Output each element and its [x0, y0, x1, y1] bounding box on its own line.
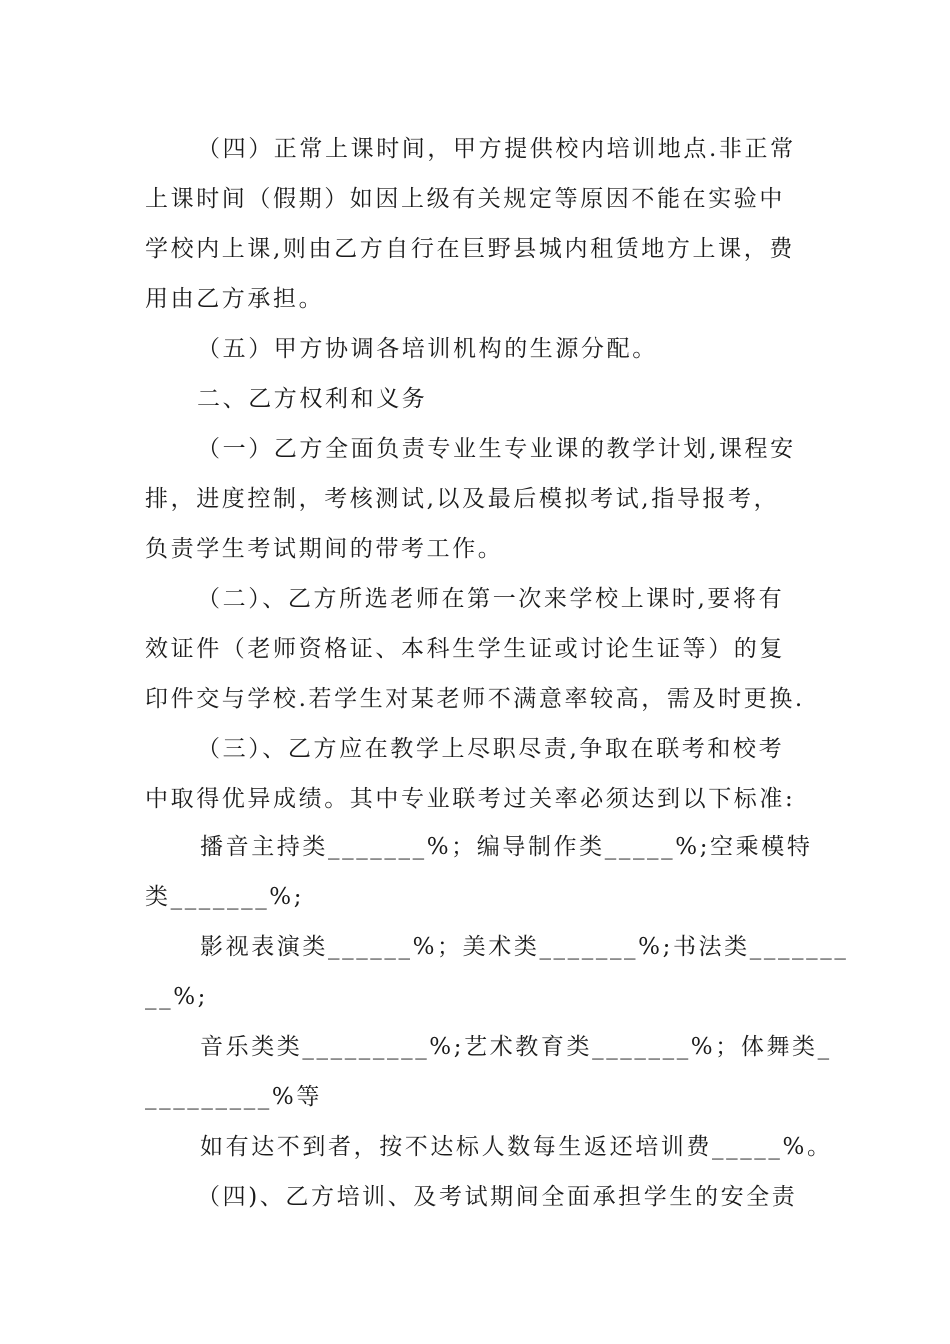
- pass-rate-line: 播音主持类_______%；编导制作类_____%;空乘模特: [200, 834, 813, 860]
- pass-rate-line: 影视表演类______%；美术类_______%;书法类_______: [200, 934, 849, 960]
- paragraph-line: 用由乙方承担。: [145, 286, 325, 312]
- paragraph-line: 排，进度控制，考核测试,以及最后模拟考试,指导报考，: [145, 486, 780, 512]
- pass-rate-line: 类_______%;: [145, 884, 305, 910]
- pass-rate-line: __%;: [145, 984, 209, 1010]
- paragraph-line: （三）、乙方应在教学上尽职尽责,争取在联考和校考: [197, 736, 785, 762]
- section-heading: 二、乙方权利和义务: [197, 386, 428, 412]
- paragraph-line: 上课时间（假期）如因上级有关规定等原因不能在实验中: [145, 186, 785, 212]
- pass-rate-line: _________%等: [145, 1084, 322, 1110]
- paragraph-line: （二）、乙方所选老师在第一次来学校上课时,要将有: [197, 586, 785, 612]
- paragraph-line: （一）乙方全面负责专业生专业课的教学计划,课程安: [197, 436, 796, 462]
- paragraph-line: （四)、乙方培训、及考试期间全面承担学生的安全责: [197, 1184, 798, 1210]
- paragraph-line: 负责学生考试期间的带考工作。: [145, 536, 504, 562]
- paragraph-line: 印件交与学校.若学生对某老师不满意率较高，需及时更换.: [145, 686, 805, 712]
- paragraph-line: 效证件（老师资格证、本科生学生证或讨论生证等）的复: [145, 636, 785, 662]
- paragraph-line: 学校内上课,则由乙方自行在巨野县城内租赁地方上课，费: [145, 236, 795, 262]
- paragraph-line: （四）正常上课时间，甲方提供校内培训地点.非正常: [197, 136, 796, 162]
- pass-rate-line: 音乐类类_________%;艺术教育类_______%；体舞类_: [200, 1034, 832, 1060]
- paragraph-line: 如有达不到者，按不达标人数每生返还培训费_____%。: [200, 1134, 833, 1160]
- paragraph-line: （五）甲方协调各培训机构的生源分配。: [197, 336, 658, 362]
- paragraph-line: 中取得优异成绩。其中专业联考过关率必须达到以下标准:: [145, 786, 796, 812]
